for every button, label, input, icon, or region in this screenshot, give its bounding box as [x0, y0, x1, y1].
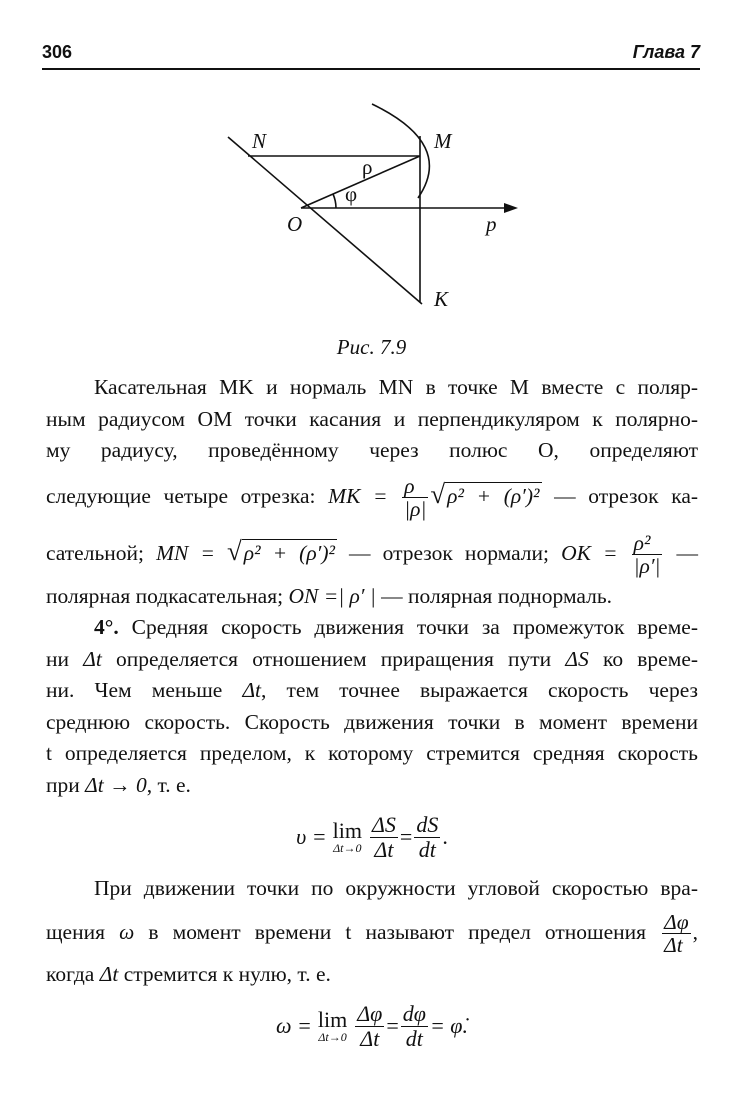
axis-arrow [504, 203, 518, 213]
limit-operator-2: lim Δt→0 [317, 1007, 348, 1045]
label-p: p [486, 212, 497, 236]
fraction-rho-over-abs-rho: $\frac{\rho}{|\rho|}$ [404, 473, 427, 522]
fraction-dphi-dt-2: $\frac{\Delta\varphi}{\Delta t}$ [357, 1001, 383, 1051]
page-number: 306 [42, 42, 73, 62]
paragraph-1-line-5: сательной; MN = √ρ² + (ρ′)² — отрезок нормали; OK = $\frac{\text{ρ²}}{|\rho'|}$ — [46, 530, 699, 579]
fraction-derivative: $\frac{dS}{dt}$ [416, 812, 439, 862]
paragraph-2-line-6: при Δt → 0, т. е. [46, 772, 191, 797]
label-m: M [434, 129, 452, 153]
paragraph-3-line-3: когда Δt стремится к нулю, т. е. [46, 961, 331, 986]
label-k: K [434, 287, 449, 311]
page-header [42, 38, 700, 70]
label-phi: φ [345, 182, 358, 206]
paragraph-2-line-5: t определяется пределом, к которому стремится средняя скорость [46, 741, 698, 765]
body-text [46, 372, 698, 1062]
paragraph-1-line-1: Касательная MK и нормаль MN в точке M вместе с поляр- [94, 375, 698, 399]
sqrt-expression-2: √ρ² + (ρ′)² [227, 535, 335, 566]
label-o: O [287, 212, 303, 236]
paragraph-2-line-1: 4°. Средняя скорость движения точки за промежуток време- [94, 615, 699, 639]
chapter-title: Глава 7 [632, 42, 700, 62]
formula-velocity: υ = lim Δt→0 $\frac{\Delta S}{\Delta t}$ = $\frac{dS}{dt}$ . [296, 812, 448, 862]
fraction-rho-sq-over-abs-rho-prime: $\frac{\text{ρ²}}{|\rho'|}$ [633, 530, 661, 579]
paragraph-2-line-2: ни Δt определяется отношением приращения пути ΔS ко време- [46, 646, 699, 671]
section-number: 4°. [94, 615, 119, 639]
line-nk [228, 137, 422, 304]
sqrt-expression: √ρ² + (ρ′)² [430, 478, 540, 509]
mn-expression: MN = [156, 540, 215, 565]
ok-expression: OK = [561, 540, 618, 565]
paragraph-1-line-6: полярная подкасательная; ON =| ρ′ | — полярная поднормаль. [46, 583, 613, 608]
paragraph-1-line-4: следующие четыре отрезка: MK = $\frac{\rho}{|\rho|}$ √ρ² + (ρ′)² — отрезок ка- [46, 473, 699, 522]
on-expression: ON =| ρ′ | [288, 583, 376, 608]
mk-expression: MK = [328, 483, 388, 508]
fraction-dphi-dt: $\frac{\Delta\varphi}{\Delta t}$ [664, 909, 689, 958]
fraction-ds-dt: $\frac{\Delta S}{\Delta t}$ [371, 812, 396, 862]
formula-angular-velocity: ω = lim Δt→0 $\frac{\Delta\varphi}{\Delta t}$ = $\frac{d\varphi}{dt}$ = φ̇. [276, 1001, 468, 1051]
fraction-derivative-2: $\frac{d\varphi}{dt}$ [402, 1001, 426, 1051]
paragraph-3-line-2: щения ω в момент времени t называют предел отношения $\frac{\Delta\varphi}{\Delta t}$ , [46, 909, 699, 958]
label-rho: ρ [362, 155, 373, 179]
paragraph-1-line-2: ным радиусом OM точки касания и перпендикуляром к полярно- [46, 406, 698, 431]
paragraph-2-line-3: ни. Чем меньше Δt, тем точнее выражается скорость через [46, 678, 698, 702]
angle-arc [333, 194, 336, 208]
paragraph-3-line-1: При движении точки по окружности угловой скоростью вра- [94, 876, 698, 900]
figure-7-9 [0, 88, 743, 328]
label-n: N [252, 129, 267, 153]
paragraph-1-line-3: му радиусу, проведённому через полюс O, определяют [46, 438, 698, 462]
figure-caption: Рис. 7.9 [336, 335, 407, 359]
line-om [301, 156, 420, 208]
limit-operator: lim Δt→0 [332, 818, 362, 856]
paragraph-2-line-4: среднюю скорость. Скорость движения точки в момент времени [46, 709, 698, 734]
